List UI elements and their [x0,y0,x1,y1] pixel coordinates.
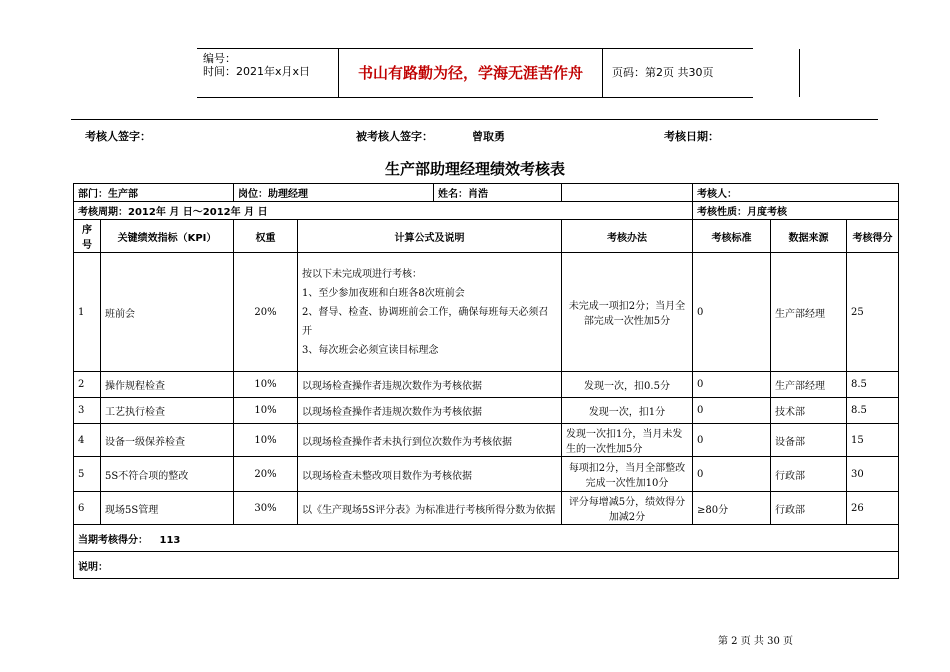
assessor-signature: 考核人签字： [85,130,151,143]
row-score: 8.5 [847,372,899,398]
total-row [74,525,899,552]
row-weight: 10% [234,424,298,457]
col-score: 考核得分 [847,220,899,253]
info-row-2 [74,202,899,220]
table-row [74,398,899,424]
row-source: 行政部 [771,492,847,525]
row-no: 6 [74,492,101,525]
col-kpi: 关键绩效指标（KPI） [101,220,234,253]
row-score: 8.5 [847,398,899,424]
row-source: 技术部 [771,398,847,424]
row-no: 4 [74,424,101,457]
row-method: 未完成一项扣2分；当月全部完成一次性加5分 [562,253,693,372]
row-kpi: 现场5S管理 [101,492,234,525]
row-standard: 0 [693,372,771,398]
period-cell: 考核周期：2012年 月 日～2012年 月 日 [74,202,693,220]
divider [71,119,878,120]
row-formula: 以现场检查操作者违规次数作为考核依据 [298,372,562,398]
col-source: 数据来源 [771,220,847,253]
row-no: 2 [74,372,101,398]
row-formula: 以现场检查未整改项目数作为考核依据 [298,457,562,492]
row-source: 行政部 [771,457,847,492]
col-formula: 计算公式及说明 [298,220,562,253]
row-formula: 按以下未完成项进行考核： 1、至少参加夜班和白班各8次班前会 2、督导、检查、协调班前会工作，确保每班每天必须召开 3、每次班会必须宣读目标理念 [298,253,562,372]
row-no: 5 [74,457,101,492]
col-method: 考核办法 [562,220,693,253]
col-weight: 权重 [234,220,298,253]
row-source: 生产部经理 [771,253,847,372]
row-kpi: 工艺执行检查 [101,398,234,424]
row-weight: 10% [234,372,298,398]
row-method: 发现一次，扣0.5分 [562,372,693,398]
row-method: 发现一次，扣1分 [562,398,693,424]
row-kpi: 操作规程检查 [101,372,234,398]
assessee-signature-label: 被考核人签字： [356,130,433,143]
row-formula: 以《生产现场5S评分表》为标准进行考核所得分数为依据 [298,492,562,525]
position-cell: 岗位：助理经理 [234,184,434,201]
row-no: 3 [74,398,101,424]
row-standard: 0 [693,424,771,457]
row-weight: 30% [234,492,298,525]
row-formula: 以现场检查操作者违规次数作为考核依据 [298,398,562,424]
info-row-1 [74,184,899,202]
row-weight: 20% [234,457,298,492]
total-value: 113 [159,534,181,546]
assessee-name: 曾取勇 [472,130,505,143]
row-standard: ≥80分 [693,492,771,525]
row-score: 30 [847,457,899,492]
row-kpi: 设备一级保养检查 [101,424,234,457]
page-footer: 第 2 页 共 30 页 [718,636,793,647]
row-score: 26 [847,492,899,525]
row-standard: 0 [693,398,771,424]
table-row [74,424,899,457]
motto: 书山有路勤为径，学海无涯苦作舟 [339,49,603,97]
time-label: 时间：2021年x月x日 [203,65,311,78]
note-row [74,552,899,579]
column-header-row [74,220,899,253]
row-method: 每项扣2分，当月全部整改完成一次性加10分 [562,457,693,492]
note-label: 说明： [74,552,899,579]
row-weight: 20% [234,253,298,372]
row-score: 25 [847,253,899,372]
table-row [74,253,899,372]
col-no: 序号 [74,220,101,253]
dept-cell: 部门：生产部 [74,184,234,202]
page-title: 生产部助理经理绩效考核表 [384,160,565,178]
row-formula: 以现场检查操作者未执行到位次数作为考核依据 [298,424,562,457]
page-code: 页码：第2页 共30页 [612,66,714,79]
name-cell: 姓名：肖浩 [438,189,488,200]
col-standard: 考核标准 [693,220,771,253]
row-score: 15 [847,424,899,457]
number-label: 编号： [203,52,236,65]
row-source: 生产部经理 [771,372,847,398]
assessment-date: 考核日期： [664,130,719,143]
row-source: 设备部 [771,424,847,457]
table-row [74,457,899,492]
row-kpi: 5S不符合项的整改 [101,457,234,492]
row-kpi: 班前会 [101,253,234,372]
document-header [197,48,753,98]
total-label: 当期考核得分： [78,534,148,546]
table-row [74,492,899,525]
assessor-cell: 考核人： [693,184,899,202]
row-method: 评分每增减5分，绩效得分加减2分 [562,492,693,525]
nature-cell: 考核性质：月度考核 [693,202,899,220]
row-standard: 0 [693,253,771,372]
row-weight: 10% [234,398,298,424]
row-method: 发现一次扣1分，当月未发生的一次性加5分 [562,424,693,457]
header-meta [197,49,338,97]
kpi-table [73,183,899,579]
row-standard: 0 [693,457,771,492]
row-no: 1 [74,253,101,372]
table-row [74,372,899,398]
